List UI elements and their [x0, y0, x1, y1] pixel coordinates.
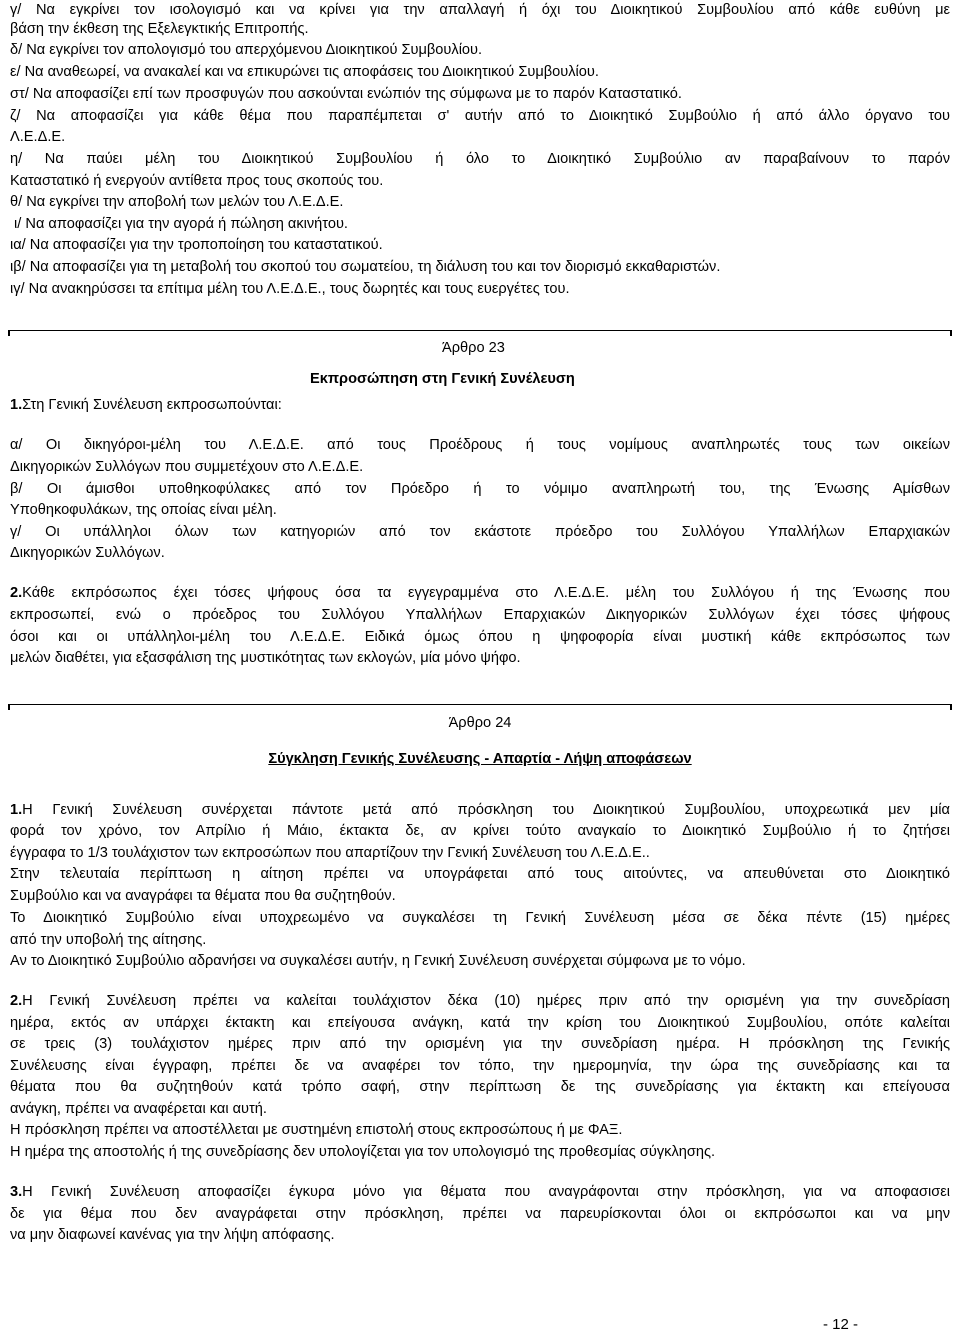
list-item-st: στ/ Να αποφασίζει επί των προσφυγών που ασκούνται ενώπιόν της σύμφωνα με το παρόν Καταστατικό. [10, 86, 682, 102]
paragraph-text: Η Γενική Συνέλευση συνέρχεται πάντοτε μετά από πρόσκληση του Διοικητικού Συμβουλίου, υποχρεωτικά μεν μία [22, 802, 950, 818]
paragraph-text: Κάθε εκπρόσωπος έχει τόσες ψήφους όσα τα εγγεγραμμένα στο Λ.Ε.Δ.Ε. μέλη του Συλλόγου ή της Ένωσης που [22, 585, 950, 601]
article-23-number: Άρθρο 23 [442, 340, 505, 356]
list-item-a-cont: Δικηγορικών Συλλόγων που συμμετέχουν στο Λ.Ε.Δ.Ε. [10, 459, 364, 475]
list-item-eta: η/ Να παύει μέλη του Διοικητικού Συμβουλίου ή όλο το Διοικητικό Συμβούλιο αν παραβαίνουν το παρόν [10, 151, 950, 167]
list-item-b-cont: Υποθηκοφυλάκων, της οποίας είναι μέλη. [10, 502, 277, 518]
article-24-title: Σύγκληση Γενικής Συνέλευσης - Απαρτία - Λήψη αποφάσεων [268, 751, 692, 767]
paragraph-2-line: Η πρόσκληση πρέπει να αποστέλλεται με συστημένη επιστολή στους εκπροσώπους ή με ΦΑΞ. [10, 1122, 623, 1138]
paragraph-2-line: θέματα που θα συζητηθούν κατά τρόπο σαφή, στην περίπτωση δε της συνεδρίασης για έκτακτη και επείγουσα [10, 1079, 950, 1095]
divider-tick-right [950, 330, 952, 336]
divider-tick-left [8, 330, 10, 336]
list-item-ia: ια/ Να αποφασίζει για την τροποποίηση του καταστατικού. [10, 237, 383, 253]
list-item-a: α/ Οι δικηγόροι-μέλη του Λ.Ε.Δ.Ε. από τους Προέδρους ή τους νομίμους αναπληρωτές τους των οικείων [10, 437, 950, 453]
list-item-gamma-cont: βάση την έκθεση της Εξελεγκτικής Επιτροπής. [10, 21, 309, 37]
list-item-zeta-cont: Λ.Ε.Δ.Ε. [10, 129, 66, 145]
page-number: - 12 - [823, 1316, 859, 1333]
paragraph-number: 2. [10, 993, 23, 1009]
list-item-ig: ιγ/ Να ανακηρύσσει τα επίτιμα μέλη του Λ.Ε.Δ.Ε., τους δωρητές και τους ευεργέτες του. [10, 281, 570, 297]
paragraph-2-line: ημέρα, εκτός αν υπάρχει έκτακτη και επείγουσα ανάγκη, κατά την κρίση του Διοικητικού Συμβουλίου, οπότε καλείται [10, 1015, 950, 1031]
article-24-number: Άρθρο 24 [448, 715, 512, 731]
paragraph-1-line: Το Διοικητικό Συμβούλιο είναι υποχρεωμένο να συγκαλέσει τη Γενική Συνέλευση μέσα σε δέκα πέντε (15) ημέρες [10, 910, 950, 926]
list-item-epsilon: ε/ Να αναθεωρεί, να ανακαλεί και να επικυρώνει τις αποφάσεις του Διοικητικού Συμβουλίου. [10, 64, 599, 80]
paragraph-2-line: Η ημέρα της αποστολής ή της συνεδρίασης δεν υπολογίζεται για τον υπολογισμό της προθεσμίας σύγκλησης. [10, 1144, 716, 1160]
paragraph-number: 1. [10, 802, 23, 818]
paragraph-1-line: από την υποβολή της αίτησης. [10, 932, 207, 948]
paragraph-3-line: να μην διαφωνεί κανένας για την λήψη απόφασης. [10, 1227, 335, 1243]
list-item-ib: ιβ/ Να αποφασίζει για τη μεταβολή του σκοπού του σωματείου, τη διάλυση του και τον διορισμό εκκαθαριστών. [10, 259, 721, 275]
paragraph-text: Η Γενική Συνέλευση πρέπει να καλείται τουλάχιστον δέκα (10) ημέρες πριν από την ορισμένη για την συνεδρίαση [22, 993, 950, 1009]
list-item-c: γ/ Οι υπάλληλοι όλων των κατηγοριών από τον εκάστοτε πρόεδρο του Συλλόγου Υπαλλήλων Επαρχιακών [10, 524, 950, 540]
paragraph-2-line: όσοι και οι υπάλληλοι-μέλη του Λ.Ε.Δ.Ε. Ειδικά όμως όπου η ψηφοφορία είναι μυστική κάθε εκπρόσωπος των [10, 629, 950, 645]
paragraph-1-line [10, 802, 950, 819]
article-title-row [0, 750, 960, 768]
paragraph-2-line: Συνέλευσης είναι έγγραφη, πρέπει δε να αναφέρει τον τόπο, την ημερομηνία, την ώρα της συνεδρίασης και τα [10, 1058, 950, 1074]
paragraph-2-line [10, 993, 950, 1010]
list-item-iota: ι/ Να αποφασίζει για την αγορά ή πώληση ακινήτου. [10, 216, 348, 232]
paragraph-1-line: Αν το Διοικητικό Συμβούλιο αδρανήσει να συγκαλέσει αυτήν, η Γενική Συνέλευση συνέρχεται σύμφωνα με το νόμο. [10, 953, 746, 969]
paragraph-3-line [10, 1184, 950, 1201]
article-23-title: Εκπροσώπηση στη Γενική Συνέλευση [310, 371, 575, 387]
paragraph-number: 3. [10, 1184, 23, 1200]
section-divider [8, 704, 952, 705]
paragraph-text: Η Γενική Συνέλευση αποφασίζει έγκυρα μόνο για θέματα που αναγράφονται στην πρόσκληση, για να αποφασισει [22, 1184, 950, 1200]
paragraph-number: 2. [10, 585, 23, 601]
divider-tick-left [8, 704, 10, 710]
paragraph-3-line: δε για θέμα που δεν αναγράφεται στην πρόσκληση, πρέπει να παρευρίσκονται όλοι οι εκπρόσωποι και να μην [10, 1206, 950, 1222]
paragraph-text: Στη Γενική Συνέλευση εκπροσωπούνται: [22, 397, 282, 413]
paragraph-number: 1. [10, 397, 23, 413]
list-item-zeta: ζ/ Να αποφασίζει για κάθε θέμα που παραπέμπεται σ' αυτήν από το Διοικητικό Συμβούλιο ή από άλλο όργανο του [10, 108, 950, 124]
paragraph-1-line: έγγραφα το 1/3 τουλάχιστον των εκπροσώπων που απαρτίζουν την Γενική Συνέλευση του Λ.Ε.Δ.Ε.. [10, 845, 650, 861]
section-divider [8, 330, 952, 331]
paragraph-2-line: μελών διαθέτει, για εξασφάλιση της μυστικότητας των εκλογών, μία μόνο ψήφο. [10, 650, 521, 666]
list-item-delta: δ/ Να εγκρίνει τον απολογισμό του απερχόμενου Διοικητικού Συμβουλίου. [10, 42, 483, 58]
paragraph-1-line: φορά τον χρόνο, τον Απρίλιο ή Μάιο, έκτακτα δε, αν κρίνει τούτο αναγκαίο το Διοικητικό Συμβούλιο ή το ζητήσει [10, 823, 950, 839]
paragraph-2-line: ανάγκη, πρέπει να αναφέρεται και αυτή. [10, 1101, 267, 1117]
paragraph-2-line: σε τρεις (3) τουλάχιστον ημέρες πριν από την ορισμένη για την συνεδρίαση ημέρα. Η πρόσκληση της Γενικής [10, 1036, 950, 1052]
paragraph-2-line: εκπροσωπεί, ενώ ο πρόεδρος του Συλλόγου Υπαλλήλων Επαρχιακών Δικηγορικών Συλλόγων έχει τόσες ψήφους [10, 607, 950, 623]
paragraph-1-line: Συμβούλιο και να αναγράφει τα θέματα που θα συζητηθούν. [10, 888, 396, 904]
paragraph-2-line [10, 585, 950, 602]
list-item-c-cont: Δικηγορικών Συλλόγων. [10, 545, 165, 561]
list-item-b: β/ Οι άμισθοι υποθηκοφύλακες από τον Πρόεδρο ή το νόμιμο αναπληρωτή του, της Ένωσης Αμίσθων [10, 481, 950, 497]
list-item-theta: θ/ Να εγκρίνει την αποβολή των μελών του Λ.Ε.Δ.Ε. [10, 194, 344, 210]
list-item-eta-cont: Καταστατικό ή ενεργούν αντίθετα προς τους σκοπούς του. [10, 173, 384, 189]
divider-tick-right [950, 704, 952, 710]
paragraph-1-intro [10, 397, 282, 414]
list-item-gamma: γ/ Να εγκρίνει τον ισολογισμό και να κρίνει για την απαλλαγή ή όχι του Διοικητικού Συμβουλίου από κάθε ευθύνη με [10, 2, 950, 18]
paragraph-1-line: Στην τελευταία περίπτωση η αίτηση πρέπει να υπογράφεται από τους αιτούντες, να απευθύνεται στο Διοικητικό [10, 866, 950, 882]
